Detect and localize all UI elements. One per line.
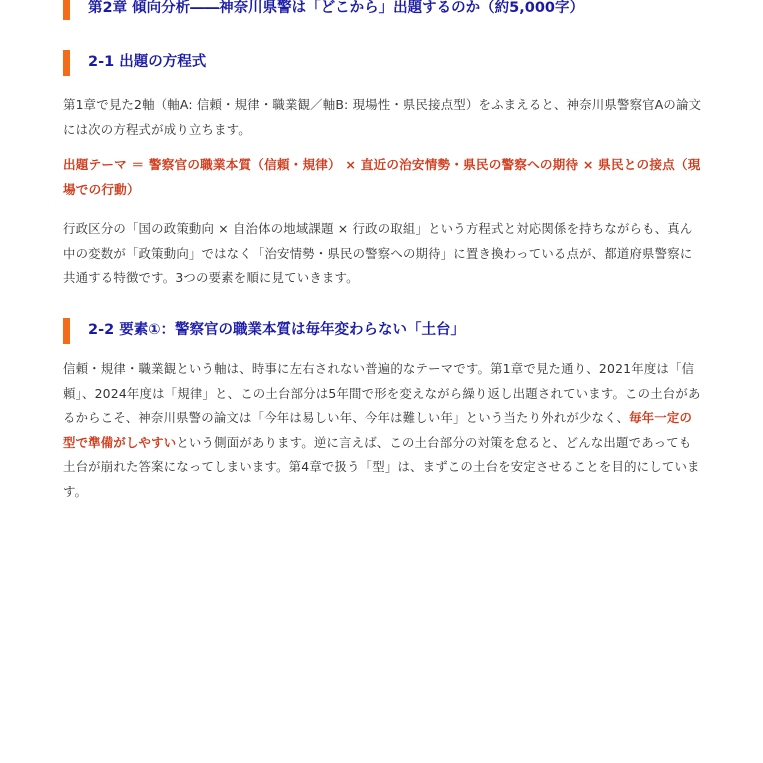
formula-highlight: 出題テーマ ＝ 警察官の職業本質（信頼・規律） × 直近の治安情勢・県民の警察への期待 × 県民との接点（現場での行動） <box>63 157 701 197</box>
body-text: 信頼・規律・職業観という軸は、時事に左右されない普遍的なテーマです。第1章で見た通り、2021年度は「信頼」、2024年度は「規律」と、この土台部分は5年間で形を変えながら繰り返し出題されています。この土台があるからこそ、神奈川県警の論文は「今年は易しい年、今年は難しい年」という当たり外れが少なく、 <box>63 361 701 425</box>
heading-accent-bar <box>63 318 70 344</box>
highlighted-text: 毎年一定の型で準備がしやすい <box>63 410 693 450</box>
section-title: 2-1 出題の方程式 <box>88 54 207 70</box>
body-text: という側面があります。逆に言えば、この土台部分の対策を怠ると、どんな出題であっても土台が崩れた答案になってしまいます。第4章で扱う「型」は、まずこの土台を安定させることを目的にしています。 <box>63 434 700 499</box>
section-2-1-explanation: 行政区分の「国の政策動向 × 自治体の地域課題 × 行政の取組」という方程式と対応関係を持ちながらも、真ん中の変数が「政策動向」ではなく「治安情勢・県民の警察への期待」に置き換わっている点が、都道府県警察に共通する特徴です。3つの要素を順に見ていきます。 <box>63 221 693 285</box>
section-2-1-intro: 第1章で見た2軸（軸A: 信頼・規律・職業観／軸B: 現場性・県民接点型）をふまえると、神奈川県警察官Aの論文には次の方程式が成り立ちます。 <box>63 97 702 137</box>
section-title: 2-2 要素①：警察官の職業本質は毎年変わらない「土台」 <box>88 322 466 338</box>
section-2-2-body <box>63 357 703 504</box>
heading-accent-bar <box>63 0 70 20</box>
heading-accent-bar <box>63 50 70 76</box>
chapter-title: 第2章 傾向分析――神奈川県警は「どこから」出題するのか（約5,000字） <box>88 0 584 16</box>
